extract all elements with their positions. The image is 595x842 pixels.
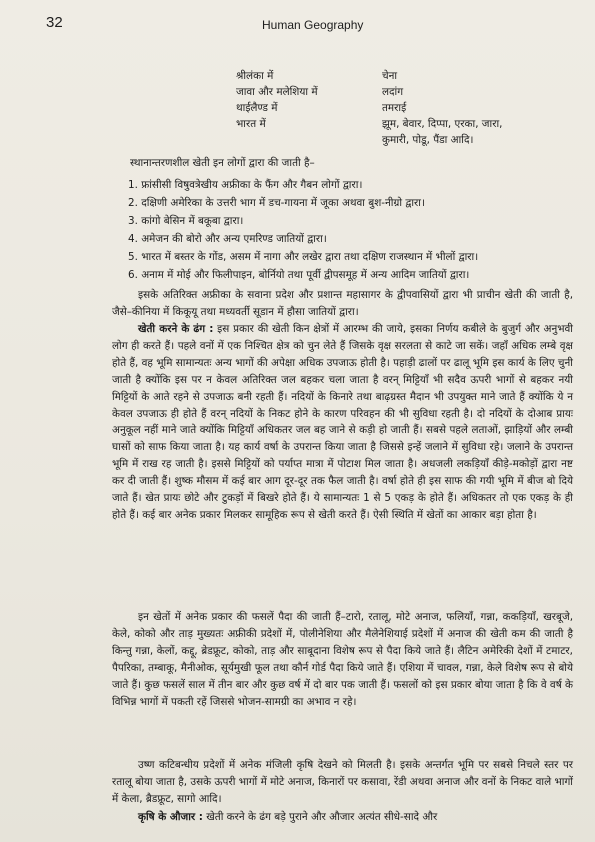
region-name: जावा और मलेशिया में <box>236 86 318 98</box>
paragraph-farming-method <box>112 321 573 524</box>
region-name: थाईलैण्ड में <box>236 102 278 114</box>
region-name <box>236 132 382 148</box>
list-item: 2. दक्षिणी अमेरिका के उत्तरी भाग में डच-गायना में जूका अथवा बुश-नीग्रो द्वारा। <box>128 197 425 209</box>
section-heading: खेती करने के ढंग : <box>138 323 214 335</box>
region-term: कुमारी, पोडू, पैंडा आदि। <box>382 134 474 146</box>
region-term: झूम, बेवार, दिप्पा, एरका, जारा, <box>382 118 503 130</box>
region-term: चेना <box>382 70 398 82</box>
region-name: भारत में <box>236 118 266 130</box>
region-terms-table <box>236 68 566 148</box>
region-row <box>236 132 566 148</box>
list-item: 1. फ्रांसीसी विषुवत्रेखीय अफ्रीका के फैंग और गैबन लोगों द्वारा। <box>128 179 363 191</box>
region-term: तमराई <box>382 102 407 114</box>
paragraph-text: इस प्रकार की खेती किन क्षेत्रों में आरम्भ की जाये, इसका निर्णय कबीले के बुजुर्ग और अनुभवी लोग ही करते हैं। पहले वनों में एक निश्चित क्षेत्र को चुन लेते हैं जिसके वृक्ष सरलता से काटे जा सकें। जहाँ अधिक लम्बे वृक्ष होते हैं, वह भूमि सामान्यतः अन्य भागों की अपेक्षा अधिक उपजाऊ होती है। पहाड़ी ढालों पर ढालू भूमि इस कार्य के लिए चुनी जाती है क्योंकि इस पर न केवल अतिरिक्त जल बहकर चला जाता है वरन् मिट्टियाँ भी सदैव ऊपरी भागों से बहकर नयी मिट्टियों के आते रहने से उपजाऊ बनी रहती हैं। नदियों के किनारे तथा बाढ़ग्रस्त मैदान भी उपयुक्त माने जाते हैं क्योंकि ये न केवल उपजाऊ ही होते हैं वरन् नदियों के निकट होने के कारण परिवहन की भी सुविधा रहती है। दो नदियों के दोआब प्रायः अनुकूल नहीं माने जाते क्योंकि मिट्टियाँ अधिकतर जल बह जाने से कड़ी हो जाती हैं। सबसे पहले लताओं, झाड़ियों और लम्बी घासों को साफ किया जाता है। यह कार्य वर्षा के उपरान्त किया जाता है जिससे इन्हें जलाने में सुविधा रहे। जलाने के उपरान्त भूमि में राख रह जाती है। इससे मिट्टियों को पर्याप्त मात्रा में पोटाश मिल जाता है। अधजली लकड़ियाँ कीड़े-मकोड़ों द्वारा नष्ट कर दी जाती हैं। शुष्क मौसम में कई बार आग दूर-दूर तक फैल जाती है। वर्षा होते ही इस साफ की गयी भूमि में बीज बो दिये जाते हैं। खेत प्रायः छोटे और टुकड़ों में बिखरे होते हैं। ये सामान्यतः 1 से 5 एकड़ के होते हैं। अधिकतर तो एक एकड़ के ही होते हैं। कई बार अनेक प्रकार मिलकर सामूहिक रूप से खेती करते हैं। ऐसी स्थिति में खेतों का आकार बड़ा होता है। <box>112 323 573 521</box>
region-name: श्रीलंका में <box>236 70 274 82</box>
list-item: 4. अमेजन की बोरो और अन्य एमरिण्ड जातियों द्वारा। <box>128 233 327 245</box>
paragraph-text: इसके अतिरिक्त अफ्रीका के सवाना प्रदेश और प्रशान्त महासागर के द्वीपवासियों द्वारा भी प्राचीन खेती की जाती है, जैसे–कीनिया में किकूयू तथा मध्यवर्ती सूडान में हौसा जातियों द्वारा। <box>112 289 573 318</box>
region-row <box>236 100 566 116</box>
intro-line: स्थानान्तरणशील खेती इन लोगों द्वारा की जाती है– <box>130 157 315 169</box>
page-number: 32 <box>46 14 63 31</box>
paragraph-text: उष्ण कटिबन्धीय प्रदेशों में अनेक मंजिली कृषि देखने को मिलती है। इसके अन्तर्गत भूमि पर सबसे निचले स्तर पर रतालू बोया जाता है, उसके ऊपरी भागों में मोटे अनाज, किनारों पर कसावा, रेंडी अथवा अनाज और वनों के निकट वाले भागों में केला, ब्रैडफ्रूट, सागो आदि। <box>112 759 573 805</box>
paragraph-other-regions <box>112 287 573 321</box>
paragraph-text: इन खेतों में अनेक प्रकार की फसलें पैदा की जाती हैं–टारो, रतालू, मोटे अनाज, फलियाँ, गन्ना, ककड़ियाँ, खरबूजे, केले, कोको और ताड़ मुख्यतः अफ्रीकी प्रदेशों में, पोलीनेशिया और मैलेनेशियाई प्रदेशों में अनाज की खेती कम की जाती है किन्तु गन्ना, केलों, कद्दू, ब्रेडफ्रूट, कोको, ताड़ और साबूदाना विशेष रूप से पैदा किये जाते हैं। लैटिन अमेरिकी देशों में टमाटर, पैपरिका, तम्बाकू, मैनीओक, सूर्यमुखी फूल तथा कौर्न गोर्ड पैदा किये जाते हैं। एशिया में चावल, गन्ना, केले विशेष रूप से बोये जाते हैं। कुछ फसलें साल में तीन बार और कुछ वर्ष में दो बार पक जाती हैं। फसलों को इस प्रकार बोया जाता है कि वे वर्ष के विभिन्न भागों में पकती रहें जिससे भोजन-सामग्री का अभाव न रहे। <box>112 611 573 708</box>
region-row <box>236 116 566 132</box>
region-row <box>236 68 566 84</box>
paragraph-multistorey <box>112 757 573 808</box>
paragraph-text: खेती करने के ढंग बड़े पुराने और औजार अत्यंत सीधे-सादे और <box>206 811 438 823</box>
section-heading: कृषि के औजार : <box>138 811 203 823</box>
list-item: 5. भारत में बस्तर के गोंड, असम में नागा और लखेर द्वारा तथा दक्षिण राजस्थान में भीलों द्वारा। <box>128 251 479 263</box>
paragraph-crops <box>112 609 573 710</box>
list-item: 6. अनाम में मोई और फिलीपाइन, बोर्नियो तथा पूर्वी द्वीपसमूह में अन्य आदिम जातियों द्वारा। <box>128 269 470 281</box>
paragraph-tools <box>112 809 573 826</box>
cultivator-list <box>128 176 573 284</box>
list-item: 3. कांगो बेसिन में बकूबा द्वारा। <box>128 215 244 227</box>
running-header-title: Human Geography <box>262 18 364 32</box>
region-row <box>236 84 566 100</box>
region-term: लदांग <box>382 86 404 98</box>
